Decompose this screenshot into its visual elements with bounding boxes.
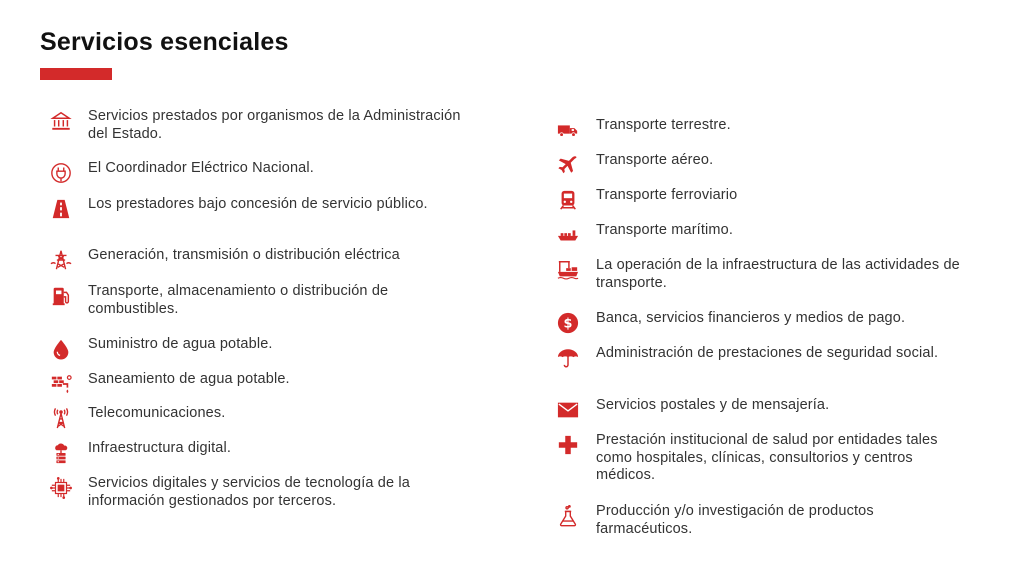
service-label: Infraestructura digital. bbox=[88, 440, 232, 456]
sanitation-icon bbox=[48, 371, 74, 397]
service-label: Transporte aéreo. bbox=[596, 152, 714, 168]
power-tower-icon bbox=[48, 247, 74, 273]
microchip-icon bbox=[48, 475, 74, 501]
service-item bbox=[555, 397, 966, 423]
service-label: Transporte ferroviario bbox=[596, 187, 738, 203]
service-item bbox=[48, 440, 468, 466]
svg-text:$: $ bbox=[563, 316, 573, 332]
train-icon bbox=[555, 187, 581, 213]
service-label: Transporte terrestre. bbox=[596, 117, 731, 133]
service-item bbox=[555, 257, 966, 292]
service-item bbox=[555, 310, 966, 336]
service-label: Suministro de agua potable. bbox=[88, 336, 273, 352]
airplane-icon bbox=[555, 152, 581, 178]
service-label: Prestación institucional de salud por entidades tales como hospitales, clínicas, consultorios y centros médicos. bbox=[596, 432, 938, 483]
service-item bbox=[48, 108, 468, 143]
service-item bbox=[48, 371, 468, 397]
service-label: Banca, servicios financieros y medios de pago. bbox=[596, 310, 906, 326]
service-label: Administración de prestaciones de seguridad social. bbox=[596, 345, 939, 361]
cloud-server-icon bbox=[48, 440, 74, 466]
lab-flask-icon bbox=[555, 503, 581, 529]
truck-icon bbox=[555, 117, 581, 143]
ship-icon bbox=[555, 222, 581, 248]
antenna-tower-icon bbox=[48, 405, 74, 431]
service-item bbox=[48, 405, 468, 431]
service-item bbox=[555, 503, 966, 538]
service-label: Servicios postales y de mensajería. bbox=[596, 397, 830, 413]
service-label: Transporte, almacenamiento o distribución de combustibles. bbox=[88, 283, 389, 317]
service-label: El Coordinador Eléctrico Nacional. bbox=[88, 160, 314, 176]
service-label: Generación, transmisión o distribución eléctrica bbox=[88, 247, 400, 263]
service-label: Servicios digitales y servicios de tecnología de la información gestionados por terceros. bbox=[88, 475, 410, 509]
page-title: Servicios esenciales bbox=[40, 28, 289, 56]
service-item bbox=[555, 432, 966, 485]
service-label: Telecomunicaciones. bbox=[88, 405, 226, 421]
service-label: Saneamiento de agua potable. bbox=[88, 371, 290, 387]
service-item bbox=[555, 222, 966, 248]
service-item bbox=[555, 152, 966, 178]
port-crane-icon bbox=[555, 257, 581, 283]
service-item bbox=[48, 283, 468, 318]
service-label: Transporte marítimo. bbox=[596, 222, 734, 238]
dollar-coin-icon bbox=[555, 310, 581, 336]
service-item bbox=[48, 196, 468, 222]
service-item bbox=[555, 187, 966, 213]
service-item bbox=[48, 336, 468, 362]
service-label: La operación de la infraestructura de las actividades de transporte. bbox=[596, 257, 960, 291]
service-item bbox=[48, 247, 468, 273]
water-drop-icon bbox=[48, 336, 74, 362]
umbrella-icon bbox=[555, 345, 581, 371]
service-item bbox=[555, 117, 966, 143]
service-label: Los prestadores bajo concesión de servicio público. bbox=[88, 196, 428, 212]
power-plug-icon bbox=[48, 160, 74, 186]
government-building-icon bbox=[48, 108, 74, 134]
medical-cross-icon bbox=[555, 432, 581, 458]
title-accent-bar bbox=[40, 68, 112, 80]
service-label: Producción y/o investigación de productos farmacéuticos. bbox=[596, 503, 874, 537]
fuel-pump-icon bbox=[48, 283, 74, 309]
service-label: Servicios prestados por organismos de la Administración del Estado. bbox=[88, 108, 461, 142]
envelope-icon bbox=[555, 397, 581, 423]
service-item bbox=[555, 345, 966, 371]
service-item bbox=[48, 160, 468, 186]
service-item bbox=[48, 475, 468, 510]
road-icon bbox=[48, 196, 74, 222]
